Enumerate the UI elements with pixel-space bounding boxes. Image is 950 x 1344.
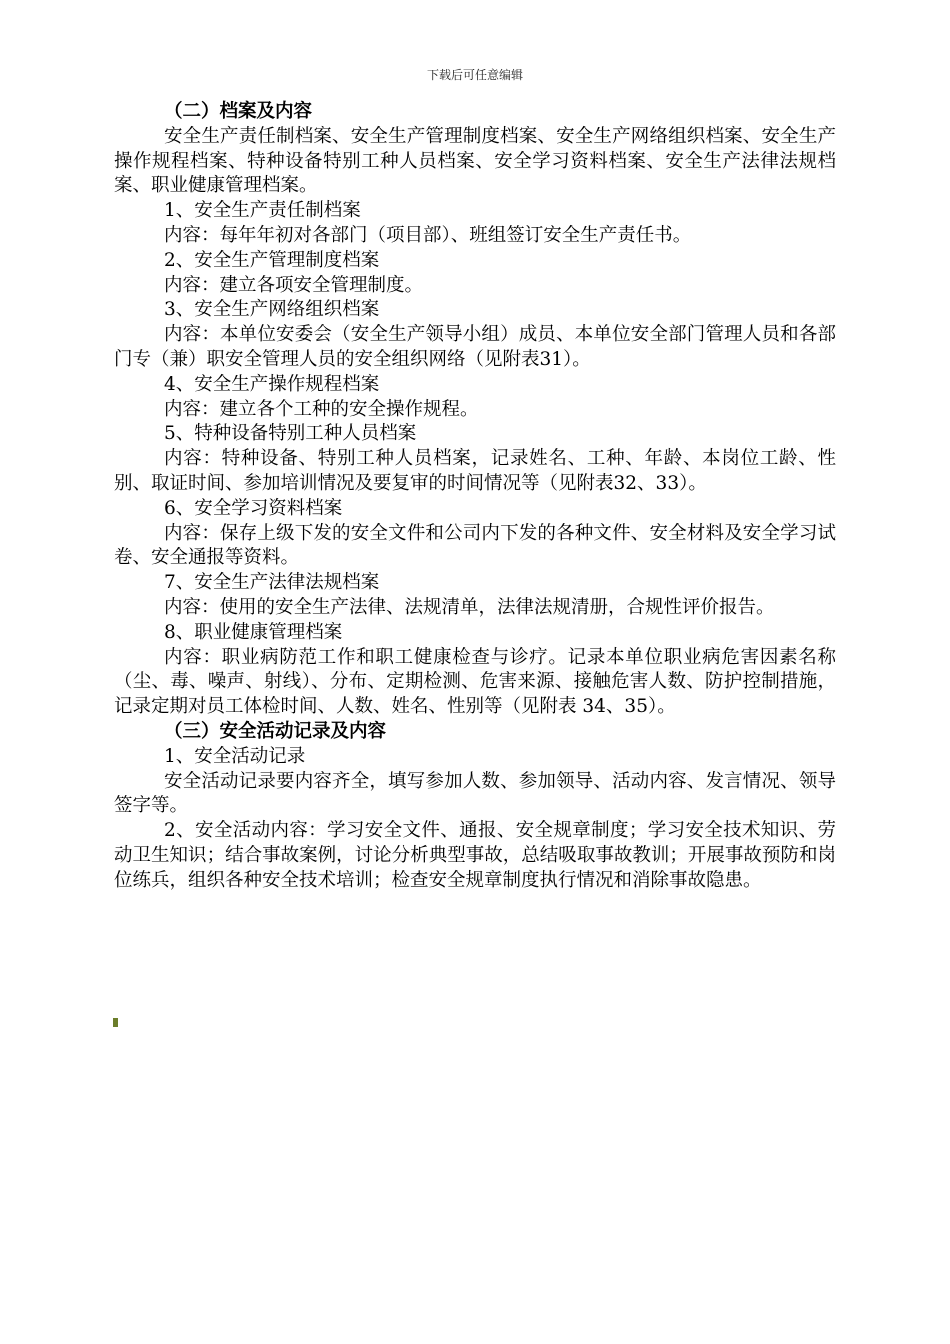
list-item-content: 内容：职业病防范工作和职工健康检查与诊疗。记录本单位职业病危害因素名称（尘、毒、噪声、射线）、分布、定期检测、危害来源、接触危害人数、防护控制措施，记录定期对员工体检时间、人数、姓名、性别等（见附表 34、35）。 — [114, 646, 836, 718]
list-item-title: 6、安全学习资料档案 — [164, 497, 343, 519]
list-item-content: 内容：每年年初对各部门（项目部）、班组签订安全生产责任书。 — [164, 224, 692, 246]
paragraph: 安全生产责任制档案、安全生产管理制度档案、安全生产网络组织档案、安全生产操作规程档案、特种设备特别工种人员档案、安全学习资料档案、安全生产法律法规档案、职业健康管理档案。 — [114, 125, 836, 197]
page-header: 下载后可任意编辑 — [426, 68, 523, 82]
list-item-title: 8、职业健康管理档案 — [164, 621, 343, 643]
list-item-content: 2、安全活动内容：学习安全文件、通报、安全规章制度；学习安全技术知识、劳动卫生知识；结合事故案例，讨论分析典型事故，总结吸取事故教训；开展事故预防和岗位练兵，组织各种安全技术培训；检查安全规章制度执行情况和消除事故隐患。 — [114, 820, 836, 891]
document-body — [114, 100, 836, 894]
list-item-title: 4、安全生产操作规程档案 — [164, 373, 380, 395]
list-item-title: 7、安全生产法律法规档案 — [164, 572, 380, 594]
section-heading: （三）安全活动记录及内容 — [164, 720, 387, 742]
list-item-content: 内容：特种设备、特别工种人员档案，记录姓名、工种、年龄、本岗位工龄、性别、取证时间、参加培训情况及要复审的时间情况等（见附表32、33）。 — [114, 448, 836, 494]
list-item-content: 内容：使用的安全生产法律、法规清单，法律法规清册，合规性评价报告。 — [164, 596, 775, 618]
list-item-title: 5、特种设备特别工种人员档案 — [164, 423, 417, 445]
section-heading: （二）档案及内容 — [164, 101, 313, 122]
list-item-title: 3、安全生产网络组织档案 — [164, 299, 380, 321]
list-item-content: 内容：建立各个工种的安全操作规程。 — [164, 398, 479, 420]
list-item-title: 2、安全生产管理制度档案 — [164, 249, 380, 271]
text-cursor-marker — [113, 1018, 118, 1027]
paragraph: 安全活动记录要内容齐全，填写参加人数、参加领导、活动内容、发言情况、领导签字等。 — [114, 770, 836, 817]
list-item-content: 内容：保存上级下发的安全文件和公司内下发的各种文件、安全材料及安全学习试卷、安全通报等资料。 — [114, 522, 836, 569]
list-item-title: 1、安全活动记录 — [164, 745, 306, 767]
list-item-content: 内容：建立各项安全管理制度。 — [164, 274, 424, 296]
list-item-content: 内容：本单位安委会（安全生产领导小组）成员、本单位安全部门管理人员和各部门专（兼）职安全管理人员的安全组织网络（见附表31）。 — [114, 324, 836, 370]
list-item-title: 1、安全生产责任制档案 — [164, 200, 361, 222]
